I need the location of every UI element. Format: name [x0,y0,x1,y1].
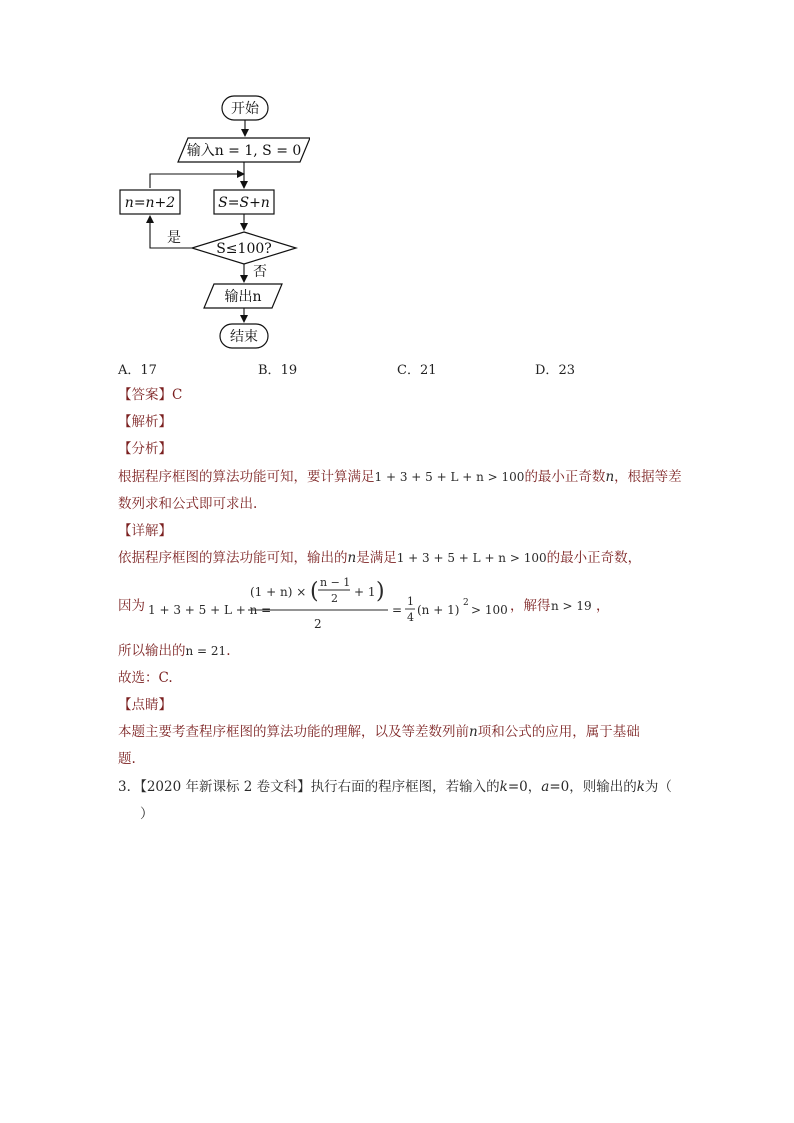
formula-gt: > 100 [471,603,508,617]
input-label: 输入n = 1, S = 0 [186,143,302,159]
fenxi-line-2: 数列求和公式即可求出. [118,496,258,512]
svg-text:(: ( [310,579,319,604]
formula-num-a: (1 + n) × [250,585,307,599]
formula-eq: = [392,603,403,617]
option-c: C．21 [397,363,437,378]
no-label: 否 [253,264,267,280]
end-label: 结束 [230,329,258,345]
detail-heading: 【详解】 [118,523,172,539]
condition-label: S≤100? [216,241,272,257]
svg-text:): ) [376,579,385,604]
formula-rhs: (n + 1) [417,603,460,617]
choose-line: 故选：C. [118,670,173,686]
option-a: A．17 [118,363,157,378]
dianjing-line-1: 本题主要考查程序框图的算法功能的理解，以及等差数列前n项和公式的应用，属于基础 [118,724,640,740]
so-line: 所以输出的n = 21. [118,643,231,659]
output-label: 输出n [224,289,262,305]
flowchart [110,88,310,352]
dianjing-heading: 【点睛】 [118,697,172,713]
update-n-label: n=n+2 [124,195,176,211]
detail-line-1: 依据程序框图的算法功能可知，输出的n是满足1 + 3 + 5 + L + n > 100的最小正奇数， [118,550,642,566]
formula-den: 2 [314,617,322,631]
formula-lhs: 1 + 3 + 5 + L + n = [148,603,272,617]
fenxi-line-1: 根据程序框图的算法功能可知，要计算满足1 + 3 + 5 + L + n > 100的最小正奇数n，根据等差 [118,469,682,485]
because-text: 因为 [118,598,145,614]
question-3-line-1: 3．【2020 年新课标 2 卷文科】执行右面的程序框图，若输入的k=0，a=0，则输出的k为（ [118,779,672,795]
fenxi-heading: 【分析】 [118,441,172,457]
analysis-heading: 【解析】 [118,414,172,430]
formula-quarter-num: 1 [407,595,414,608]
start-label: 开始 [231,101,259,117]
answer-options [118,359,718,379]
solve-text: ，解得 [510,598,551,614]
option-d: D．23 [535,363,575,378]
solve-math: n > 19 [551,599,592,613]
formula-exp: 2 [463,598,469,608]
update-s-label: S=S+n [218,195,270,211]
answer-line: 【答案】C [118,387,183,403]
solve-end: ， [596,598,610,614]
formula-inner-tail: + 1 [354,585,376,599]
dianjing-line-2: 题. [118,751,136,767]
formula-inner-den: 2 [331,592,338,605]
formula [118,572,638,638]
option-b: B．19 [258,363,298,378]
formula-inner-num: n − 1 [320,576,351,589]
formula-quarter-den: 4 [407,611,414,624]
yes-label: 是 [167,230,181,246]
question-3-line-2: ） [140,806,154,822]
